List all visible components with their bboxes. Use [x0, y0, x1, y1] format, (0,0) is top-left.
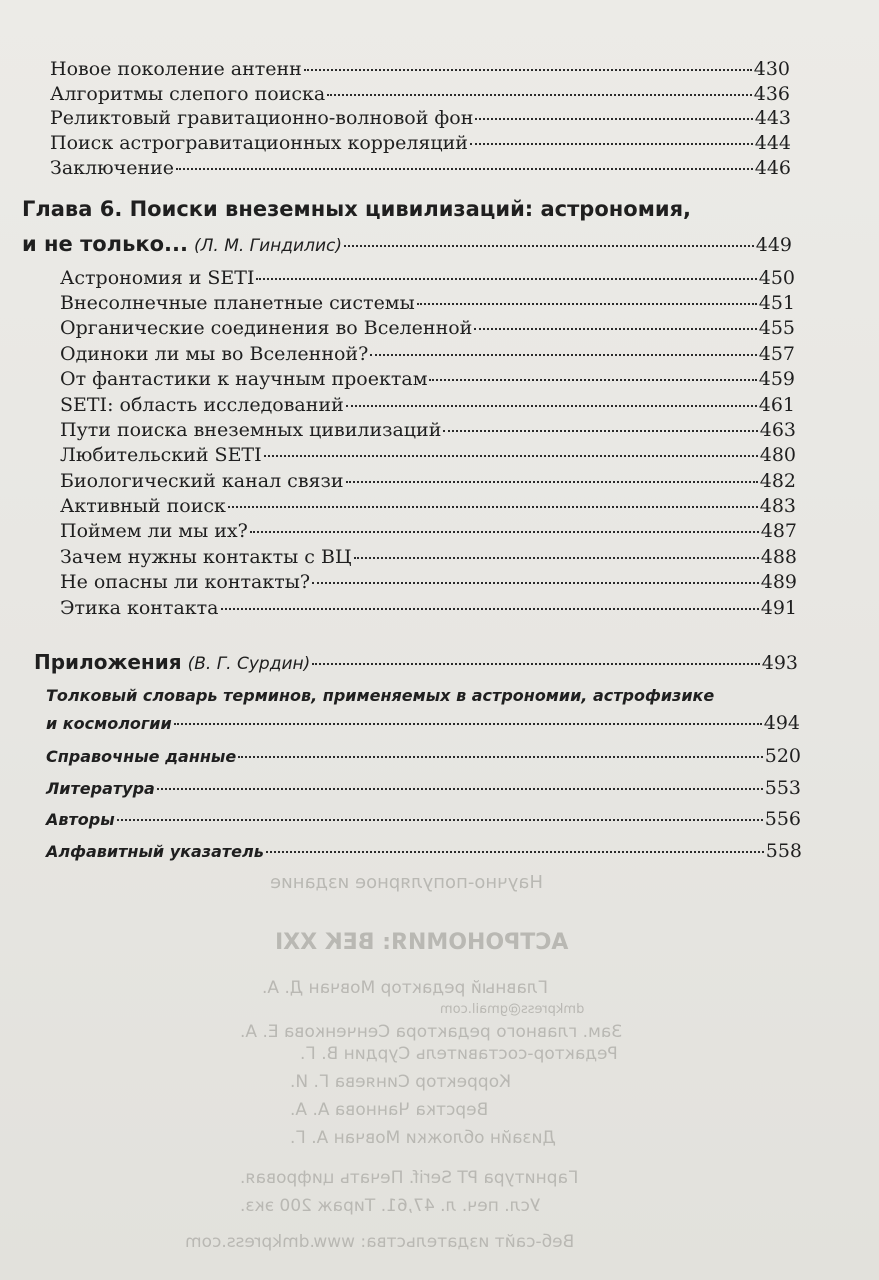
leader-dots [417, 303, 757, 305]
toc-entry [60, 571, 797, 593]
leader-dots [443, 430, 757, 432]
leader-dots [157, 788, 763, 790]
leader-dots [327, 94, 752, 96]
toc-entry-title: Астрономия и SETI [60, 267, 255, 289]
bleed-text: dmkpress@gmail.com [440, 1002, 585, 1017]
toc-entry-page: 430 [753, 58, 790, 80]
toc-entry-title: Биологический канал связи [60, 470, 344, 492]
toc-entry-title: Справочные данные [46, 747, 237, 766]
toc-entry-title: Активный поиск [60, 495, 226, 517]
toc-entry-page: 556 [764, 808, 801, 830]
toc-entry-title: Реликтовый гравитационно-волновой фон [50, 107, 474, 129]
toc-entry-title: Этика контакта [60, 597, 219, 619]
toc-entry-title: Алфавитный указатель [46, 842, 264, 861]
toc-entry-page: 457 [758, 343, 795, 365]
bleed-text: АСТРОНОМИЯ: ВЕК XXI [275, 930, 569, 955]
toc-entry-page: 461 [758, 394, 795, 416]
toc-entry-page: 489 [760, 571, 797, 593]
leader-dots [176, 168, 753, 170]
bleed-text: Редактор-составитель Сурдин В. Г. [300, 1044, 618, 1064]
leader-dots [256, 278, 756, 280]
bleed-text: Усл. печ. л. 47,61. Тираж 200 экз. [240, 1196, 541, 1216]
leader-dots [344, 245, 754, 247]
toc-entry-page: 480 [759, 444, 796, 466]
glossary-title-tail: и космологии [46, 714, 172, 733]
toc-entry-title: Любительский SETI [60, 444, 262, 466]
toc-entry-page: 483 [759, 495, 796, 517]
leader-dots [117, 819, 763, 821]
leader-dots [370, 354, 756, 356]
chapter-6-title: Глава 6. Поиски внеземных цивилизаций: астрономия, [22, 197, 692, 221]
leader-dots [346, 405, 757, 407]
bleed-text: Верстка Чаннова А. А. [290, 1100, 489, 1120]
chapter-6-page: 449 [755, 234, 792, 256]
toc-entry-page: 451 [758, 292, 795, 314]
leader-dots [250, 531, 759, 533]
leader-dots [346, 481, 758, 483]
toc-entry [60, 368, 795, 390]
toc-entry [60, 394, 795, 416]
toc-entry [60, 343, 795, 365]
toc-entry-title: Поиск астрогравитационных корреляций [50, 132, 468, 154]
toc-entry-title: Литература [46, 779, 155, 798]
bleed-text: Корректор Синяева Г. И. [290, 1072, 512, 1092]
toc-entry [60, 317, 795, 339]
toc-entry-title: Авторы [46, 810, 115, 829]
toc-entry-title: Новое поколение антенн [50, 58, 302, 80]
toc-entry-title: Одиноки ли мы во Вселенной? [60, 343, 369, 365]
toc-entry-page: 444 [754, 132, 791, 154]
leader-dots [228, 506, 758, 508]
toc-entry [60, 292, 795, 314]
toc-entry-page: 459 [758, 368, 795, 390]
toc-entry [60, 419, 796, 441]
leader-dots [238, 756, 762, 758]
toc-entry-title: Органические соединения во Вселенной [60, 317, 473, 339]
leader-dots [354, 557, 759, 559]
leader-dots [429, 379, 756, 381]
appendices-page: 493 [761, 652, 798, 674]
appendices-title: Приложения [34, 650, 182, 674]
toc-entry-title: От фантастики к научным проектам [60, 368, 428, 390]
appendices-author: (В. Г. Сурдин) [187, 654, 311, 674]
toc-entry-title: Поймем ли мы их? [60, 520, 248, 542]
toc-entry-title: Зачем нужны контакты с ВЦ [60, 546, 352, 568]
toc-entry-page: 553 [764, 777, 801, 799]
bleed-text: Главный редактор Мовчан Д. А. [262, 978, 549, 998]
leader-dots [221, 608, 759, 610]
toc-entry-page: 450 [758, 267, 795, 289]
bleed-text: Научно-популярное издание [270, 872, 543, 893]
toc-entry [60, 470, 796, 492]
toc-entry [46, 840, 802, 862]
leader-dots [174, 723, 762, 725]
appendices-heading [34, 650, 798, 674]
leader-dots [474, 328, 756, 330]
leader-dots [304, 69, 752, 71]
bleed-text: Веб-сайт издательства: www.dmkpress.com [185, 1232, 575, 1252]
toc-entry [46, 808, 801, 830]
toc-entry-page: 488 [760, 546, 797, 568]
toc-entry-page: 558 [765, 840, 802, 862]
bleed-text: Дизайн обложки Мовчан А. Г. [290, 1128, 556, 1148]
toc-entry-page: 446 [754, 157, 791, 179]
toc-entry [50, 107, 791, 129]
toc-entry-page: 520 [764, 745, 801, 767]
toc-entry-page: 455 [758, 317, 795, 339]
toc-entry [60, 267, 795, 289]
toc-entry-page: 463 [759, 419, 796, 441]
toc-entry-page: 443 [754, 107, 791, 129]
toc-entry-page: 487 [760, 520, 797, 542]
toc-entry [50, 83, 790, 105]
toc-entry-title: SETI: область исследований [60, 394, 344, 416]
toc-entry-page: 436 [753, 83, 790, 105]
toc-entry [46, 712, 800, 734]
toc-entry-page: 482 [759, 470, 796, 492]
bleed-text: Зам. главного редактора Сенченкова Е. А. [240, 1022, 623, 1042]
leader-dots [470, 143, 753, 145]
toc-entry [46, 745, 801, 767]
toc-entry [60, 546, 797, 568]
toc-entry [60, 597, 797, 619]
toc-entry [50, 157, 791, 179]
chapter-6-author: (Л. М. Гиндилис) [193, 236, 342, 256]
toc-entry-page: 491 [760, 597, 797, 619]
toc-entry [50, 58, 790, 80]
toc-entry-title: Заключение [50, 157, 175, 179]
toc-entry [46, 777, 801, 799]
chapter-6-title-continued [22, 232, 792, 256]
toc-entry-title: Алгоритмы слепого поиска [50, 83, 326, 105]
toc-entry [60, 520, 797, 542]
toc-entry [60, 444, 796, 466]
glossary-title: Толковый словарь терминов, применяемых в астрономии, астрофизике [46, 686, 715, 705]
bleed-text: Гарнитура PT Serif. Печать цифровая. [240, 1168, 579, 1188]
toc-entry-title: Внесолнечные планетные системы [60, 292, 415, 314]
leader-dots [266, 851, 764, 853]
leader-dots [475, 118, 752, 120]
leader-dots [312, 582, 759, 584]
toc-entry-title: Пути поиска внеземных цивилизаций [60, 419, 442, 441]
leader-dots [264, 455, 758, 457]
toc-entry [50, 132, 791, 154]
toc-entry [60, 495, 796, 517]
glossary-page: 494 [763, 712, 800, 734]
chapter-6-title-tail: и не только... [22, 232, 188, 256]
leader-dots [312, 663, 759, 665]
toc-entry-title: Не опасны ли контакты? [60, 571, 311, 593]
